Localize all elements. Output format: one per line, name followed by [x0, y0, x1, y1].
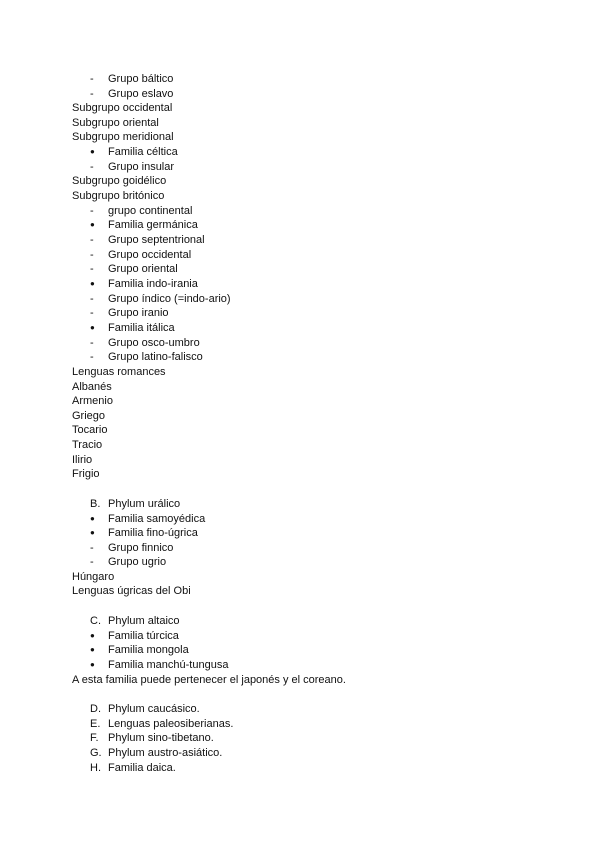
line-text: Grupo báltico [108, 73, 174, 85]
dash-marker: - [90, 73, 94, 85]
bullet-icon: ● [90, 660, 95, 669]
line-text: Albanés [72, 381, 112, 393]
dash-marker: - [90, 556, 94, 568]
line-text: Familia germánica [108, 219, 198, 231]
list-letter: E. [90, 718, 101, 730]
list-letter: F. [90, 732, 99, 744]
line-text: Familia túrcica [108, 630, 179, 642]
line-text: Familia itálica [108, 322, 175, 334]
bullet-icon: ● [90, 514, 95, 523]
line-text: Familia fino-úgrica [108, 527, 198, 539]
line-text: Familia daica. [108, 762, 176, 774]
line-text: Lenguas romances [72, 366, 166, 378]
line-text: Familia indo-irania [108, 278, 198, 290]
list-letter: H. [90, 762, 101, 774]
line-text: Grupo oriental [108, 263, 178, 275]
list-letter: C. [90, 615, 101, 627]
list-letter: G. [90, 747, 102, 759]
line-text: Phylum altaico [108, 615, 180, 627]
dash-marker: - [90, 542, 94, 554]
line-text: Grupo septentrional [108, 234, 205, 246]
line-text: Lenguas paleosiberianas. [108, 718, 234, 730]
line-text: Subgrupo goidélico [72, 175, 167, 187]
line-text: Subgrupo occidental [72, 102, 173, 114]
line-text: Armenio [72, 395, 113, 407]
line-text: Grupo eslavo [108, 88, 174, 100]
bullet-icon: ● [90, 323, 95, 332]
line-text: Subgrupo oriental [72, 117, 159, 129]
dash-marker: - [90, 161, 94, 173]
line-text: Tracio [72, 439, 103, 451]
line-text: Lenguas úgricas del Obi [72, 585, 191, 597]
dash-marker: - [90, 249, 94, 261]
dash-marker: - [90, 307, 94, 319]
bullet-icon: ● [90, 631, 95, 640]
line-text: Grupo insular [108, 161, 175, 173]
line-text: Grupo latino-falisco [108, 351, 203, 363]
line-text: Subgrupo britónico [72, 190, 165, 202]
line-text: Phylum austro-asiático. [108, 747, 223, 759]
line-text: Húngaro [72, 571, 115, 583]
dash-marker: - [90, 88, 94, 100]
line-text: Tocario [72, 424, 108, 436]
line-text: Griego [72, 410, 106, 422]
line-text: Ilirio [72, 454, 93, 466]
line-text: Phylum urálico [108, 498, 181, 510]
line-text: A esta familia puede pertenecer el japonés y el coreano. [72, 674, 346, 686]
line-text: Grupo osco-umbro [108, 337, 200, 349]
line-text: Grupo occidental [108, 249, 192, 261]
line-text: grupo continental [108, 205, 193, 217]
bullet-icon: ● [90, 528, 95, 537]
dash-marker: - [90, 351, 94, 363]
dash-marker: - [90, 337, 94, 349]
bullet-icon: ● [90, 220, 95, 229]
line-text: Grupo ugrio [108, 556, 167, 568]
line-text: Frigio [72, 468, 100, 480]
line-text: Familia céltica [108, 146, 178, 158]
bullet-icon: ● [90, 645, 95, 654]
list-letter: B. [90, 498, 101, 510]
line-text: Familia mongola [108, 644, 189, 656]
line-text: Grupo finnico [108, 542, 174, 554]
dash-marker: - [90, 205, 94, 217]
line-text: Familia samoyédica [108, 513, 206, 525]
line-text: Phylum caucásico. [108, 703, 200, 715]
list-letter: D. [90, 703, 101, 715]
dash-marker: - [90, 263, 94, 275]
line-text: Grupo índico (=indo-ario) [108, 293, 231, 305]
line-text: Familia manchú-tungusa [108, 659, 229, 671]
line-text: Phylum sino-tibetano. [108, 732, 214, 744]
bullet-icon: ● [90, 147, 95, 156]
dash-marker: - [90, 234, 94, 246]
line-text: Subgrupo meridional [72, 131, 174, 143]
bullet-icon: ● [90, 279, 95, 288]
line-text: Grupo iranio [108, 307, 169, 319]
dash-marker: - [90, 293, 94, 305]
